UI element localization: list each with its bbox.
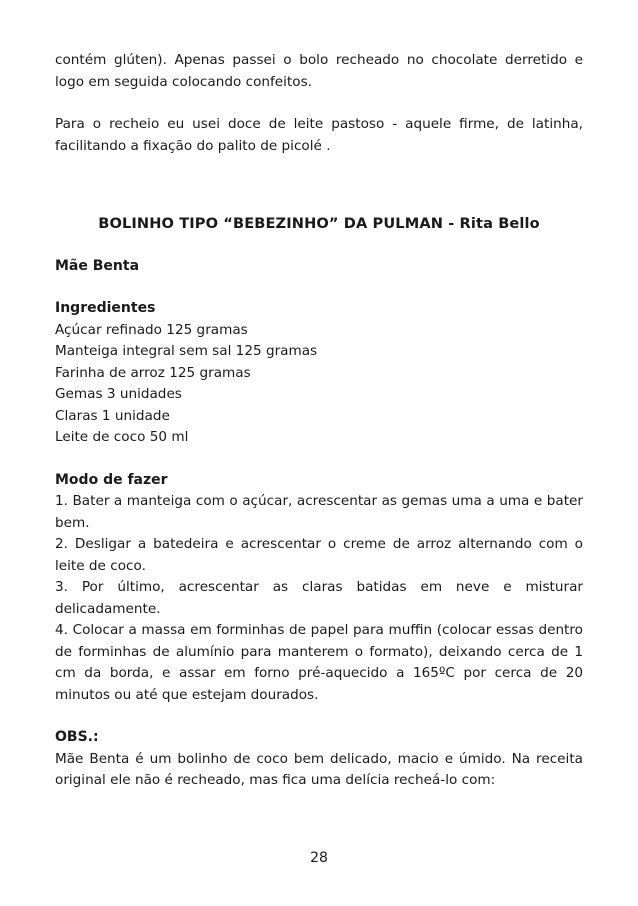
method-step: 2. Desligar a batedeira e acrescentar o creme de arroz alternando com o leite de coco. [55,536,583,574]
method-step: 4. Colocar a massa em forminhas de papel para muffin (colocar essas dentro de forminhas de alumínio para manterem o formato), deixando cerca de 1 cm da borda, e assar em forno pré-aquecido a 165ºC por cerca de 20 minutos ou até que estejam dourados. [55,622,583,703]
obs-heading: OBS.: [55,729,99,745]
ingredient-item: Gemas 3 unidades [55,386,182,402]
spacer [55,449,583,470]
spacer [55,706,583,727]
ingredients-heading: Ingredientes [55,300,156,316]
intro-paragraph-2: Para o recheio eu usei doce de leite pastoso - aquele firme, de latinha, facilitando a fixação do palito de picolé . [55,116,583,154]
ingredient-item: Claras 1 unidade [55,407,170,424]
method-heading: Modo de fazer [55,471,168,488]
obs-text: Mãe Benta é um bolinho de coco bem delicado, macio e úmido. Na receita original ele não é recheado, mas fica uma delícia recheá-lo com: [55,750,583,788]
recipe-subtitle: Mãe Benta [55,257,140,274]
spacer [55,277,583,298]
ingredients-list [55,320,583,449]
ingredient-item: Açúcar refinado 125 gramas [55,321,248,338]
ingredient-item: Leite de coco 50 ml [55,429,189,445]
method-step: 3. Por último, acrescentar as claras batidas em neve e misturar delicadamente. [55,579,583,617]
intro-paragraph-1: contém glúten). Apenas passei o bolo recheado no chocolate derretido e logo em seguida colocando confeitos. [55,52,583,90]
spacer [55,235,583,256]
ingredient-item: Farinha de arroz 125 gramas [55,364,251,381]
page-number: 28 [310,850,328,866]
ingredient-item: Manteiga integral sem sal 125 gramas [55,343,318,359]
spacer [55,93,583,114]
method-steps [55,491,583,706]
document-page [55,50,583,792]
method-step: 1. Bater a manteiga com o açúcar, acrescentar as gemas uma a uma e bater bem. [55,493,583,531]
recipe-title: BOLINHO TIPO “BEBEZINHO” DA PULMAN - Rita Bello [98,215,540,232]
spacer [55,157,583,213]
